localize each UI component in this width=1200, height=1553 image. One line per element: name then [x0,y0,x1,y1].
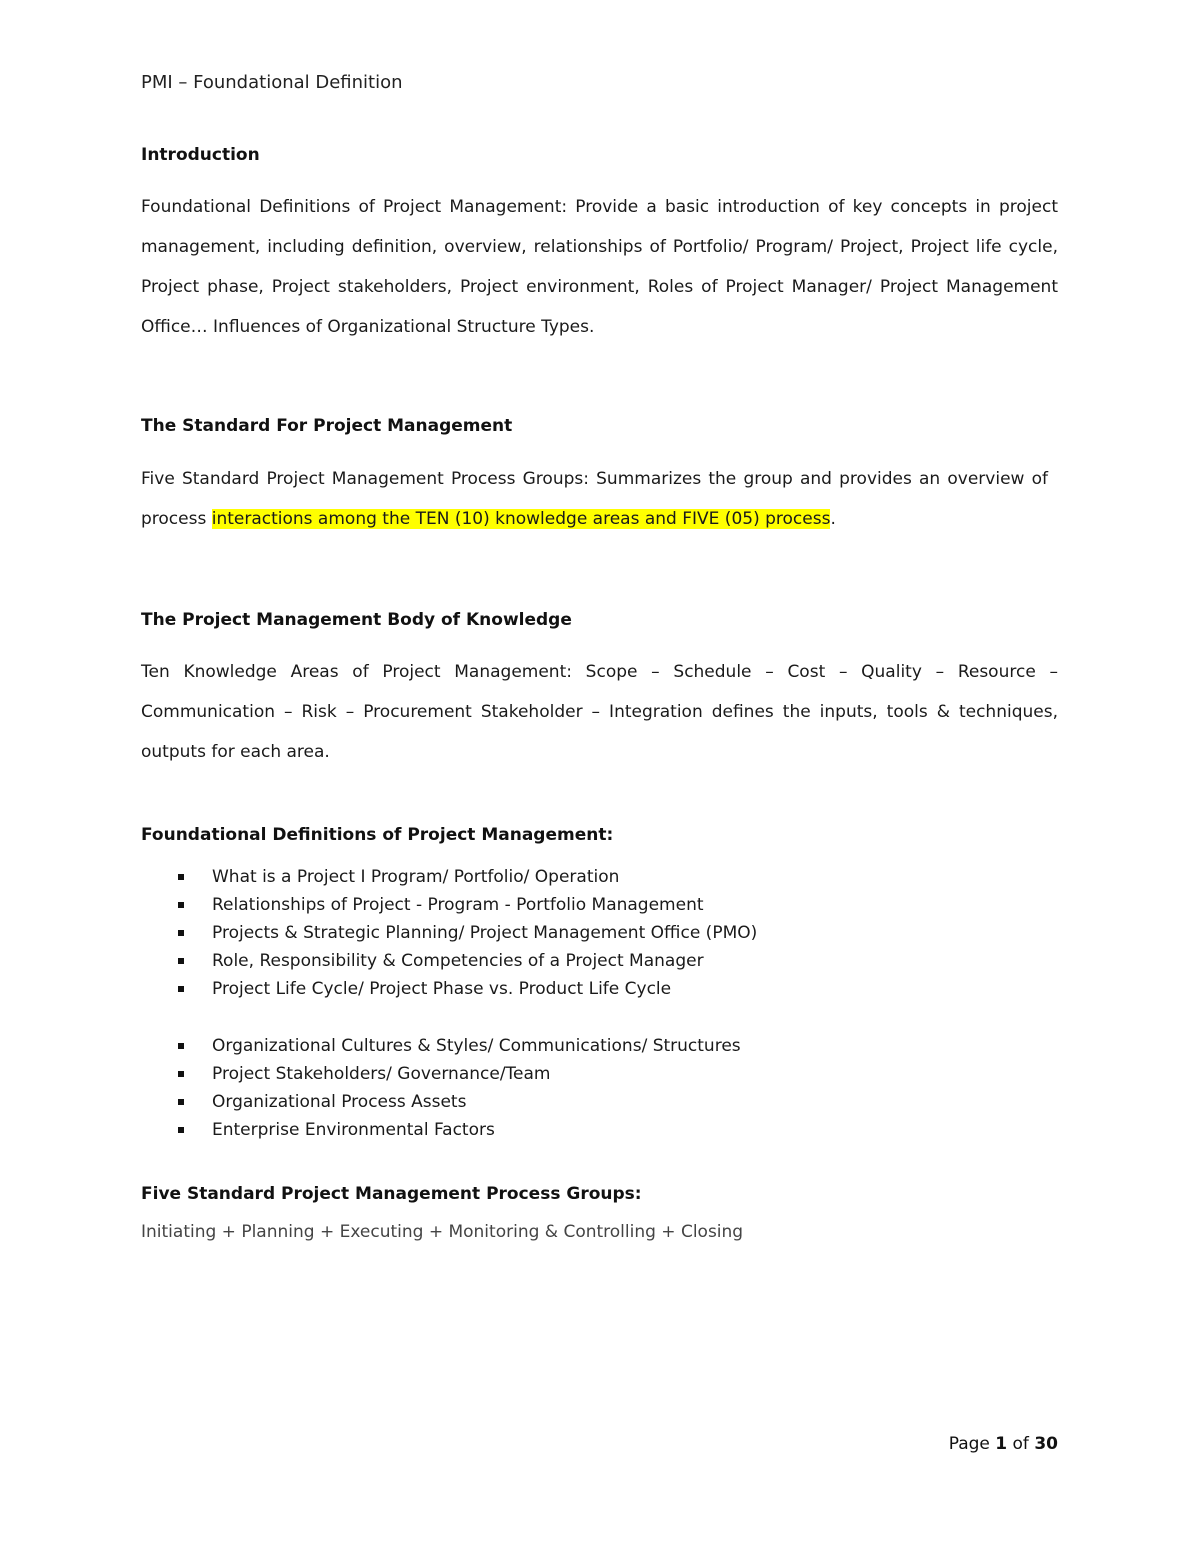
definitions-list-2 [141,1032,741,1144]
pmbok-heading: The Project Management Body of Knowledge [141,610,572,630]
standard-text-after: . [830,509,836,529]
bullet-icon [178,930,184,936]
list-item-text: Organizational Cultures & Styles/ Communications/ Structures [212,1036,741,1056]
bullet-icon [178,1071,184,1077]
definitions-list-1 [141,863,757,1003]
bullet-icon [178,902,184,908]
bullet-icon [178,958,184,964]
list-item [141,1060,741,1088]
standard-heading: The Standard For Project Management [141,416,513,436]
pmbok-paragraph: Ten Knowledge Areas of Project Management: Scope – Schedule – Cost – Quality – Resource – Communication – Risk – Procurement Stakeholder – Integration defines the inputs, tools & techniques, outputs for each area. [141,662,1058,762]
list-item-text: Relationships of Project - Program - Portfolio Management [212,895,704,915]
list-item [141,1088,741,1116]
list-item [141,947,757,975]
bullet-icon [178,986,184,992]
standard-highlighted-text: interactions among the TEN (10) knowledge areas and FIVE (05) process [211,509,831,529]
bullet-icon [178,874,184,880]
page-number [0,1434,1058,1454]
bullet-icon [178,1099,184,1105]
list-item-text: Projects & Strategic Planning/ Project Management Office (PMO) [212,923,758,943]
bullet-icon [178,1127,184,1133]
bullet-icon [178,1043,184,1049]
page-total: 30 [1034,1434,1058,1454]
process-groups-heading: Five Standard Project Management Process Groups: [141,1184,642,1204]
definitions-heading: Foundational Definitions of Project Management: [141,825,614,845]
standard-text-before: Five Standard Project Management Process Groups: Summarizes the group and provides an overview of process [141,469,1048,529]
process-groups-line: Initiating + Planning + Executing + Monitoring & Controlling + Closing [141,1222,744,1242]
running-header: PMI – Foundational Definition [141,72,403,93]
page-label: Page [948,1434,990,1454]
intro-heading: Introduction [141,145,260,165]
page-current: 1 [995,1434,1008,1454]
list-item [141,891,757,919]
intro-paragraph: Foundational Definitions of Project Management: Provide a basic introduction of key concepts in project management, including definition, overview, relationships of Portfolio/ Program/ Project, Project life cycle, Project phase, Project stakeholders, Project environment, Roles of Project Manager/ Project Management Office… Influences of Organizational Structure Types. [141,197,1058,337]
list-item [141,919,757,947]
list-item [141,975,757,1003]
list-item-text: Organizational Process Assets [212,1092,467,1112]
list-item [141,1116,741,1144]
standard-paragraph [141,459,1048,539]
list-item [141,1032,741,1060]
list-item [141,863,757,891]
list-item-text: Enterprise Environmental Factors [212,1120,495,1140]
list-item-text: What is a Project I Program/ Portfolio/ Operation [212,867,620,887]
list-item-text: Role, Responsibility & Competencies of a Project Manager [212,951,704,971]
of-label: of [1012,1434,1029,1454]
list-item-text: Project Stakeholders/ Governance/Team [212,1064,551,1084]
list-item-text: Project Life Cycle/ Project Phase vs. Product Life Cycle [212,979,672,999]
